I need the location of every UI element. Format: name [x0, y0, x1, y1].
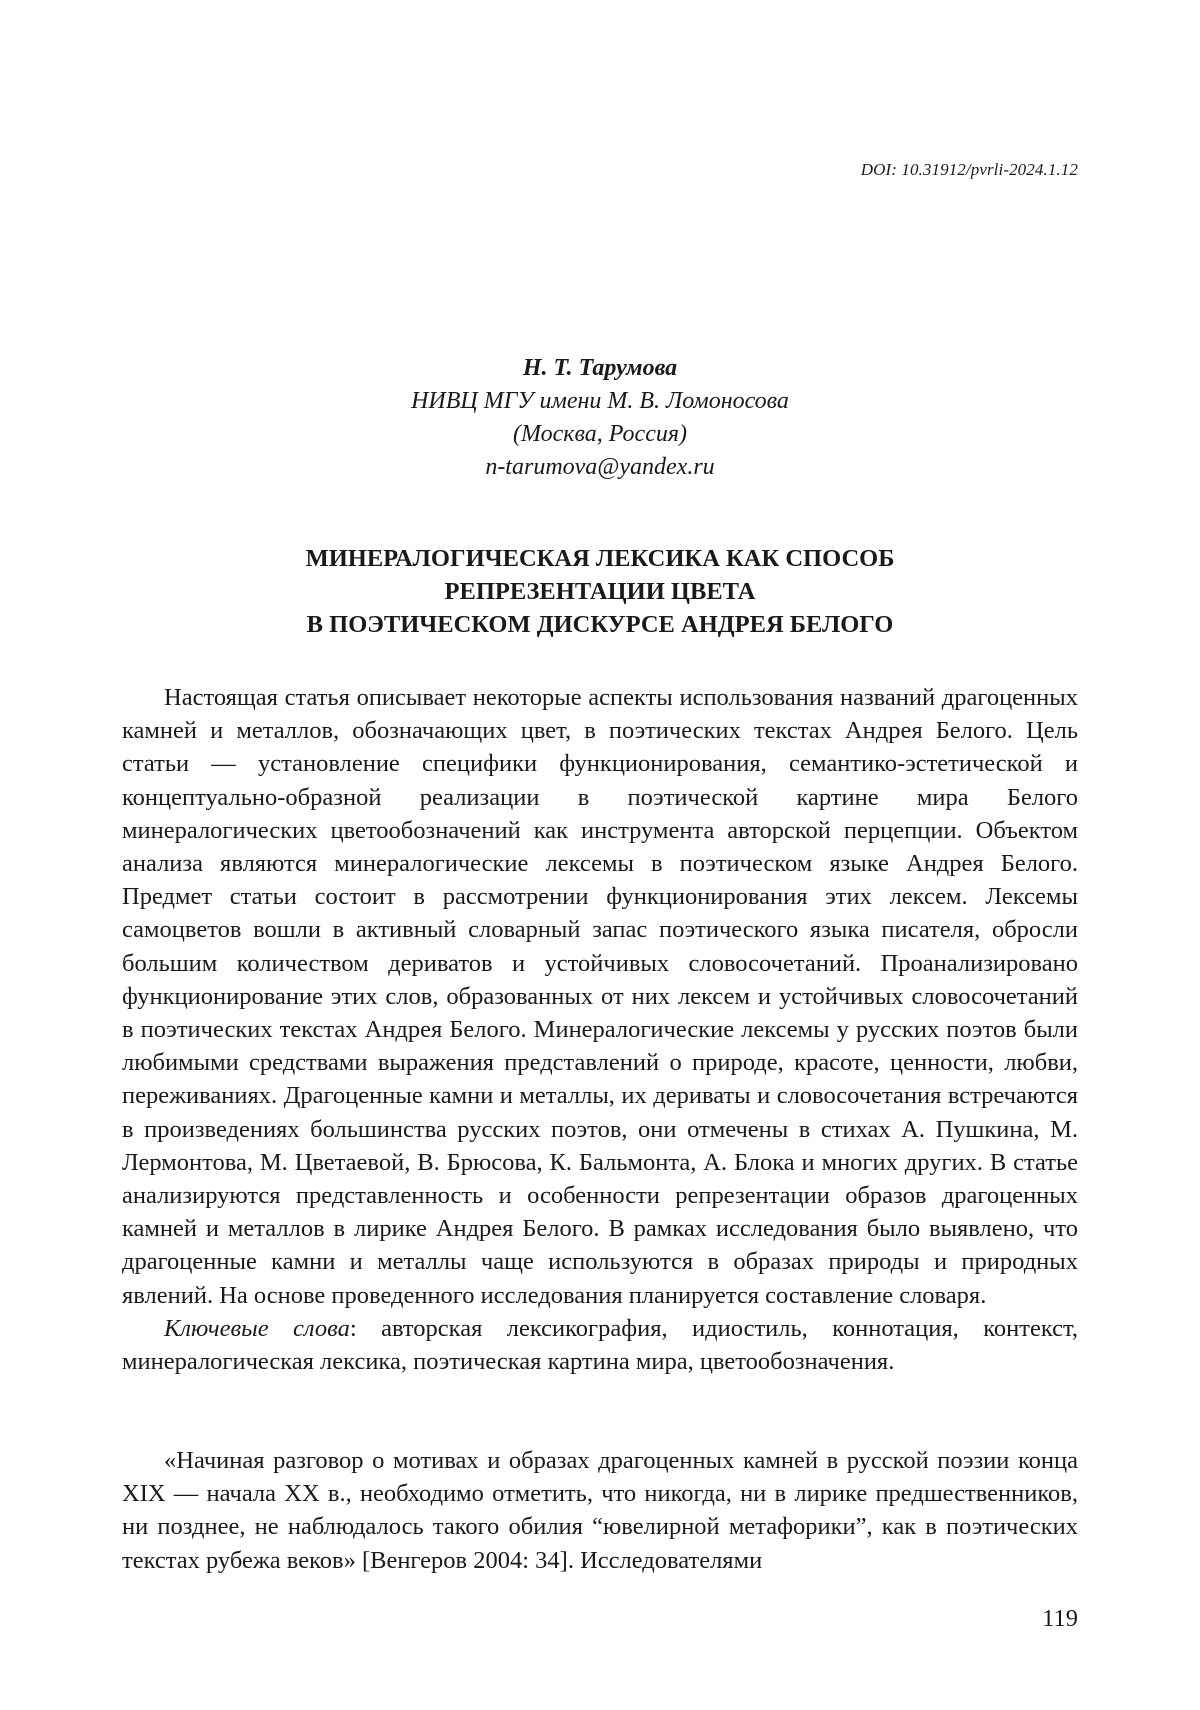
page-number: 119	[1042, 1605, 1078, 1632]
main-text	[122, 1444, 1078, 1577]
keywords-label: Ключевые слова	[164, 1314, 350, 1342]
abstract	[122, 681, 1078, 1378]
keywords	[122, 1312, 1078, 1378]
abstract-text: Настоящая статья описывает некоторые аспекты использования названий драгоценных камней и металлов, обозначающих цвет, в поэтических текстах Андрея Белого. Цель статьи — установление специфики функционирования, семантико-эстетической и концептуально-образной реализации в поэтической картине мира Белого минералогических цветообозначений как инструмента авторской перцепции. Объектом анализа являются минералогические лексемы в поэтическом языке Андрея Белого. Предмет статьи состоит в рассмотрении функционирования этих лексем. Лексемы самоцветов вошли в активный словарный запас поэтического языка писателя, обросли большим количеством дериватов и устойчивых словосочетаний. Проанализировано функционирование этих слов, образованных от них лексем и устойчивых словосочетаний в поэтических текстах Андрея Белого. Минералогические лексемы у русских поэтов были любимыми средствами выражения представлений о природе, красоте, ценности, любви, переживаниях. Драгоценные камни и металлы, их дериваты и словосочетания встречаются в произведениях большинства русских поэтов, они отмечены в стихах А. Пушкина, М. Лермонтова, М. Цветаевой, В. Брюсова, К. Бальмонта, А. Блока и многих других. В статье анализируются представленность и особенности репрезентации образов драгоценных камней и металлов в лирике Андрея Белого. В рамках исследования было выявлено, что драгоценные камни и металлы чаще используются в образах природы и природных явлений. На основе проведенного исследования планируется составление словаря.	[122, 684, 1078, 1309]
author-block	[0, 352, 1200, 484]
doi-reference: DOI: 10.31912/pvrli-2024.1.12	[860, 160, 1078, 179]
main-paragraph-1: «Начиная разговор о мотивах и образах драгоценных камней в русской поэзии конца XIX — начала XX в., необходимо отметить, что никогда, ни в лирике предшественников, ни позднее, не наблюдалось такого обилия “ювелирной метафорики”, как в поэтических текстах рубежа веков» [Венгеров 2004: 34]. Исследователями	[122, 1447, 1078, 1574]
author-affiliation: НИВЦ МГУ имени М. В. Ломоносова	[411, 388, 789, 414]
author-email: n-tarumova@yandex.ru	[485, 454, 715, 480]
article-title-line-3: В ПОЭТИЧЕСКОМ ДИСКУРСЕ АНДРЕЯ БЕЛОГО	[306, 611, 894, 638]
article-title-line-2: РЕПРЕЗЕНТАЦИИ ЦВЕТА	[444, 578, 756, 605]
article-title	[0, 542, 1200, 641]
keywords-text: : авторская лексикография, идиостиль, коннотация, контекст, минералогическая лексика, поэтическая картина мира, цветообозначения.	[122, 1314, 1078, 1376]
author-name: Н. Т. Тарумова	[522, 355, 678, 381]
article-title-line-1: МИНЕРАЛОГИЧЕСКАЯ ЛЕКСИКА КАК СПОСОБ	[305, 545, 895, 572]
author-location: (Москва, Россия)	[512, 421, 688, 447]
